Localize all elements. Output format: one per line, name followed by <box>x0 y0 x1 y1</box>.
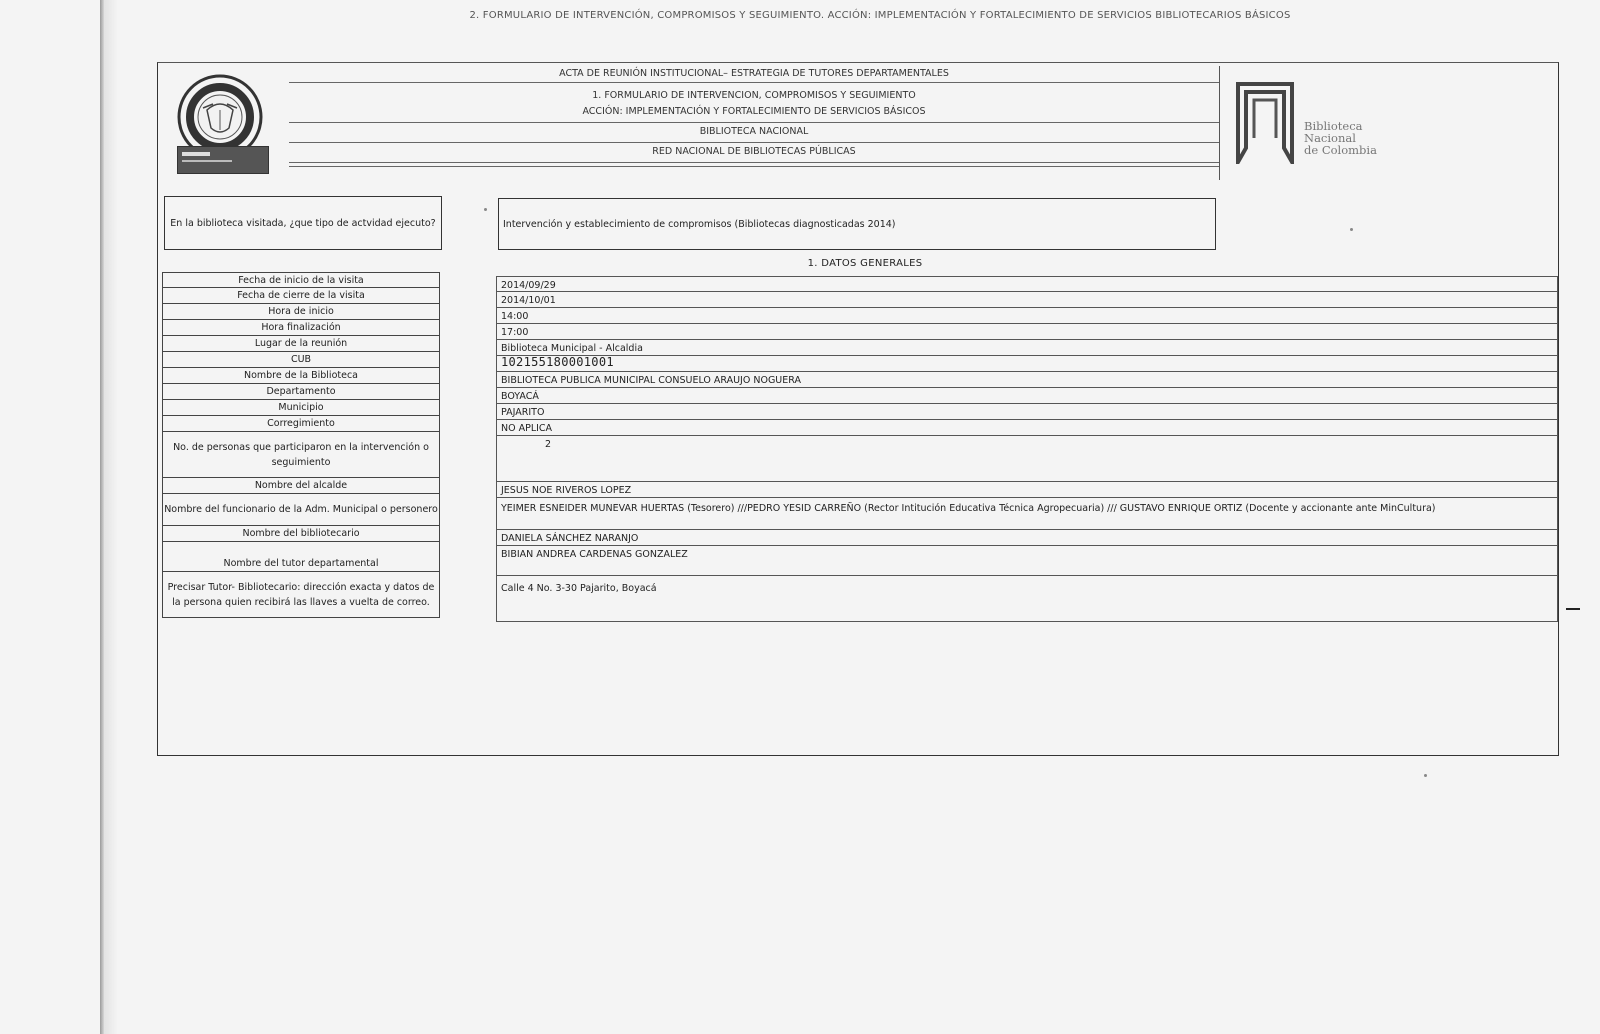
header-line-4: BIBLIOTECA NACIONAL <box>289 126 1219 143</box>
header-line-2: 1. FORMULARIO DE INTERVENCION, COMPROMISOS Y SEGUIMIENTO <box>592 90 916 101</box>
biblioteca-nacional-wordmark: Biblioteca Nacional de Colombia <box>1304 119 1377 157</box>
label-cell: CUB <box>162 352 440 368</box>
label-cell: Nombre de la Biblioteca <box>162 368 440 384</box>
section-title: 1. DATOS GENERALES <box>807 258 923 269</box>
label-cell: Corregimiento <box>162 416 440 432</box>
value-cell: NO APLICA <box>496 420 1558 436</box>
value-cell: BIBIAN ANDREA CARDENAS GONZALEZ <box>496 546 1558 576</box>
label-cell: Nombre del tutor departamental <box>162 542 440 572</box>
header-rule <box>289 166 1219 167</box>
value-cell: 102155180001001 <box>496 356 1558 372</box>
value-cell: 14:00 <box>496 308 1558 324</box>
activity-question: En la biblioteca visitada, ¿que tipo de actvidad ejecuto? <box>164 196 442 250</box>
header-line-3: ACCIÓN: IMPLEMENTACIÓN Y FORTALECIMIENTO DE SERVICIOS BÁSICOS <box>289 106 1219 123</box>
header-line-1: ACTA DE REUNIÓN INSTITUCIONAL– ESTRATEGIA DE TUTORES DEPARTAMENTALES <box>289 68 1219 83</box>
label-cell: Hora finalización <box>162 320 440 336</box>
label-cell: Departamento <box>162 384 440 400</box>
label-cell: Nombre del alcalde <box>162 478 440 494</box>
value-cell: YEIMER ESNEIDER MUNEVAR HUERTAS (Tesorero) ///PEDRO YESID CARREÑO (Rector Intitución Educativa Técnica Agropecuaria) /// GUSTAVO ENRIQUE ORTIZ (Docente y accionante ante MinCultura) <box>496 498 1558 530</box>
header-line-5: RED NACIONAL DE BIBLIOTECAS PÚBLICAS <box>289 146 1219 163</box>
label-cell: Precisar Tutor- Bibliotecario: dirección exacta y datos de la persona quien recibirá las llaves a vuelta de correo. <box>162 572 440 618</box>
label-cell: Municipio <box>162 400 440 416</box>
label-cell: Fecha de cierre de la visita <box>162 288 440 304</box>
header-title-block <box>289 66 1219 180</box>
mincultura-logo-icon <box>177 146 269 174</box>
value-cell: Calle 4 No. 3-30 Pajarito, Boyacá <box>496 576 1558 622</box>
value-cell: DANIELA SÁNCHEZ NARANJO <box>496 530 1558 546</box>
scan-speck <box>1350 228 1353 231</box>
value-cell: JESUS NOE RIVEROS LOPEZ <box>496 482 1558 498</box>
activity-answer: Intervención y establecimiento de compromisos (Bibliotecas diagnosticadas 2014) <box>498 198 1216 250</box>
value-cell: 17:00 <box>496 324 1558 340</box>
scan-speck <box>1424 774 1427 777</box>
label-cell: No. de personas que participaron en la intervención o seguimiento <box>162 432 440 478</box>
label-cell: Lugar de la reunión <box>162 336 440 352</box>
biblioteca-nacional-mark-icon <box>1234 78 1298 164</box>
label-cell: Fecha de inicio de la visita <box>162 272 440 288</box>
biblioteca-nacional-logo-area <box>1219 66 1568 180</box>
value-cell: BOYACÁ <box>496 388 1558 404</box>
scan-speck <box>484 208 487 211</box>
page-fold-gradient <box>104 0 118 1034</box>
label-cell: Hora de inicio <box>162 304 440 320</box>
form-header <box>165 66 1567 180</box>
value-cell: 2014/09/29 <box>496 276 1558 292</box>
value-cell: BIBLIOTECA PUBLICA MUNICIPAL CONSUELO ARAUJO NOGUERA <box>496 372 1558 388</box>
label-cell: Nombre del funcionario de la Adm. Municipal o personero <box>162 494 440 526</box>
label-cell: Nombre del bibliotecario <box>162 526 440 542</box>
value-cell: Biblioteca Municipal - Alcaldia <box>496 340 1558 356</box>
top-caption: 2. FORMULARIO DE INTERVENCIÓN, COMPROMISOS Y SEGUIMIENTO. ACCIÓN: IMPLEMENTACIÓN Y FORTALECIMIENTO DE SERVICIOS BIBLIOTECARIOS BÁSICOS <box>469 10 1291 21</box>
value-cell: PAJARITO <box>496 404 1558 420</box>
value-cell: 2014/10/01 <box>496 292 1558 308</box>
value-cell: 2 <box>496 436 1558 482</box>
left-logo-area <box>165 66 291 180</box>
margin-mark <box>1566 608 1580 610</box>
